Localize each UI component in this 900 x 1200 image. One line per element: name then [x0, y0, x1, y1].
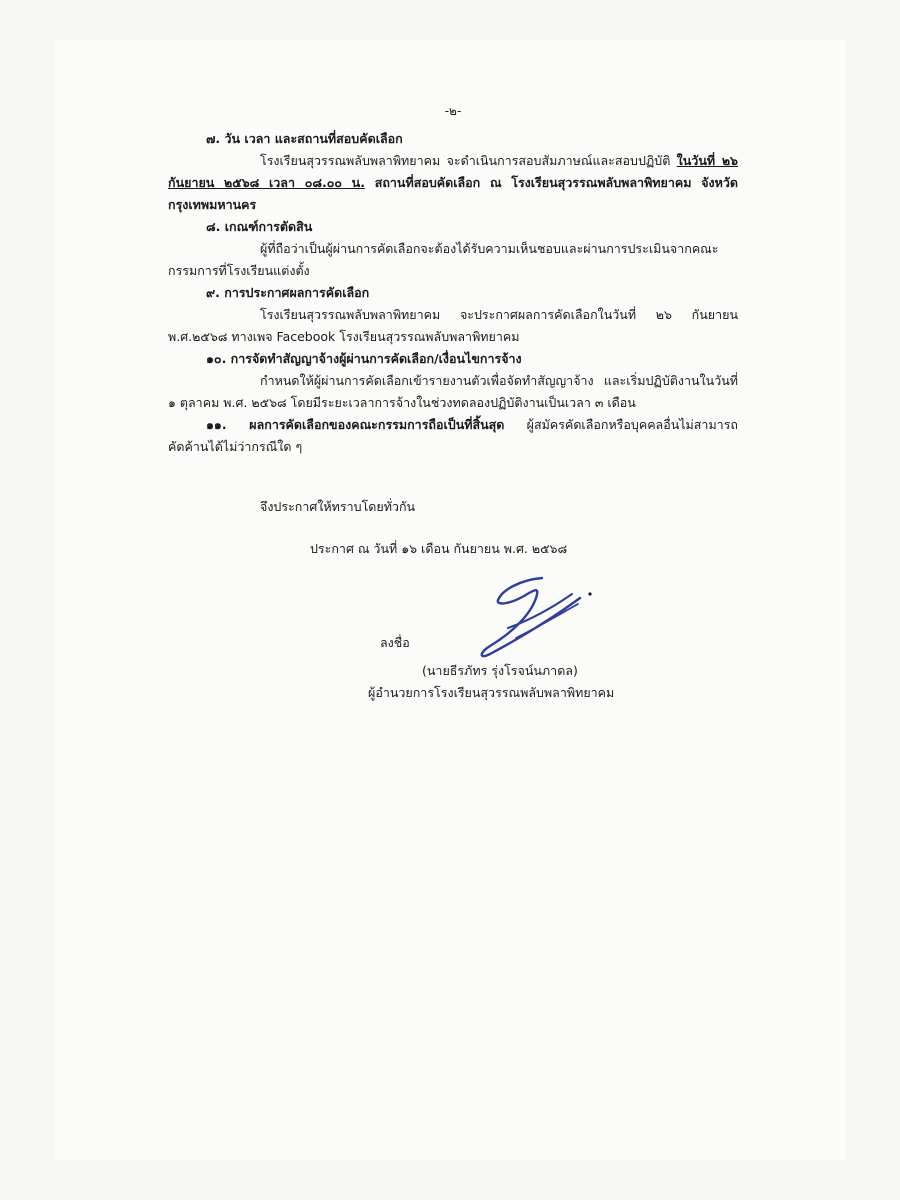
section-8-paragraph: ผู้ที่ถือว่าเป็นผู้ผ่านการคัดเลือกจะต้องได้รับความเห็นชอบและผ่านการประเมินจากคณะกรรมการที่โรงเรียนแต่งตั้ง [168, 241, 719, 278]
signer-position: ผู้อำนวยการโรงเรียนสุวรรณพลับพลาพิทยาคม [368, 685, 615, 700]
section-11-bold: ๑๑. ผลการคัดเลือกของคณะกรรมการถือเป็นที่สิ้นสุด [206, 417, 505, 432]
closing-statement: จึงประกาศให้ทราบโดยทั่วกัน [260, 499, 416, 514]
section-9-heading: ๙. การประกาศผลการคัดเลือก [206, 285, 370, 300]
section-7-text-a: โรงเรียนสุวรรณพลับพลาพิทยาคม จะดำเนินการสอบสัมภาษณ์และสอบปฏิบัติ [260, 153, 677, 168]
section-7-paragraph [168, 150, 738, 216]
section-7-heading: ๗. วัน เวลา และสถานที่สอบคัดเลือก [206, 131, 403, 146]
section-10-paragraph: กำหนดให้ผู้ผ่านการคัดเลือกเข้ารายงานตัวเพื่อจัดทำสัญญาจ้าง และเริ่มปฏิบัติงานในวันที่ ๑ ตุลาคม พ.ศ. ๒๕๖๘ โดยมีระยะเวลาการจ้างในช่วงทดลองปฏิบัติงานเป็นเวลา ๓ เดือน [168, 373, 738, 410]
section-10-heading: ๑๐. การจัดทำสัญญาจ้างผู้ผ่านการคัดเลือก/เงื่อนไขการจ้าง [206, 351, 522, 366]
handwritten-signature [450, 568, 600, 668]
section-11-rest: ผู้สมัครคัดเลือกหรือบุคคลอื่นไม่สามารถคัดค้านได้ไม่ว่ากรณีใด ๆ [168, 417, 738, 454]
sign-label: ลงชื่อ [380, 635, 410, 650]
section-7-date-time: ในวันที่ ๒๖ กันยายน ๒๕๖๘ เวลา ๐๘.๐๐ น. [168, 153, 738, 190]
document-body [168, 100, 738, 560]
section-7-text-c: สถานที่สอบคัดเลือก ณ โรงเรียนสุวรรณพลับพลาพิทยาคม จังหวัดกรุงเทพมหานคร [168, 175, 739, 212]
section-8-heading: ๘. เกณฑ์การตัดสิน [206, 219, 313, 234]
section-9-paragraph: โรงเรียนสุวรรณพลับพลาพิทยาคม จะประกาศผลการคัดเลือกในวันที่ ๒๖ กันยายน พ.ศ.๒๕๖๘ ทางเพจ Facebook โรงเรียนสุวรรณพลับพลาพิทยาคม [168, 307, 738, 344]
signer-name: (นายธีรภัทร รุ่งโรจน์นภาดล) [422, 663, 578, 678]
signature-block [368, 560, 680, 710]
page-number: -๒- [444, 104, 462, 118]
announcement-date: ประกาศ ณ วันที่ ๑๖ เดือน กันยายน พ.ศ. ๒๕๖๘ [310, 541, 568, 556]
section-11-paragraph [168, 414, 738, 458]
